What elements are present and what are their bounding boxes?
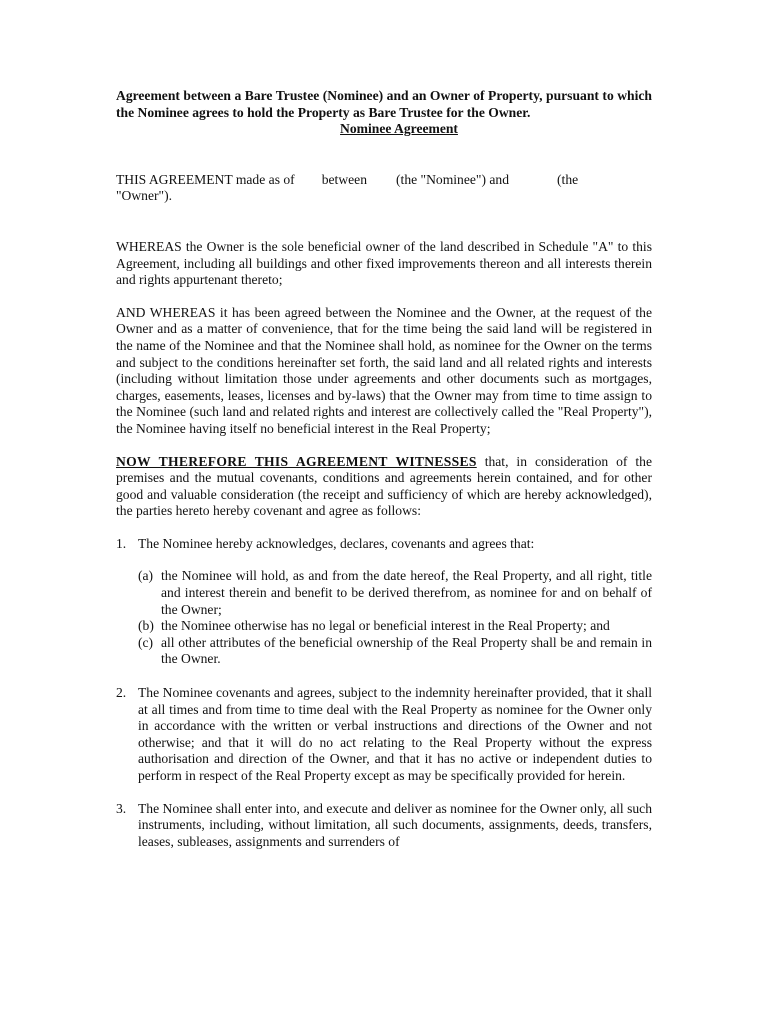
intro-part-3: (the "Nominee") and — [396, 171, 510, 187]
clause-item — [116, 685, 652, 785]
whereas-paragraph: WHEREAS the Owner is the sole beneficial owner of the land described in Schedule "A" to this Agreement, including all buildings and other fixed improvements thereon and all interests therein and rights appurtenant thereto; — [116, 238, 652, 288]
clause-item — [116, 801, 652, 851]
intro-paragraph — [116, 172, 652, 205]
clause-text: The Nominee hereby acknowledges, declares, covenants and agrees that: — [138, 535, 535, 551]
clause-item — [116, 536, 652, 668]
subclause-item — [138, 618, 652, 635]
clause-text: The Nominee shall enter into, and execute and deliver as nominee for the Owner only, all such instruments, including, without limitation, all such documents, assignments, deeds, transfers, leases, subleases, assignments and surrenders of — [138, 800, 652, 849]
and-whereas-paragraph: AND WHEREAS it has been agreed between the Nominee and the Owner, at the request of the Owner and as a matter of convenience, that for the time being the said land will be registered in the name of the Nominee and that the Nominee shall hold, as nominee for the Owner on the terms and subject to the conditions hereinafter set forth, the said land and all related rights and interests (including without limitation those under agreements and other documents such as mortgages, charges, easements, leases, licenses and by-laws) that the Owner may from time to time assign to the Nominee (such land and related rights and interest are collectively called the "Real Property"), the Nominee having itself no beneficial interest in the Real Property; — [116, 304, 652, 436]
subclause-number: (a) — [138, 568, 154, 584]
subclause-list — [138, 568, 652, 668]
document-heading: Agreement between a Bare Trustee (Nominee) and an Owner of Property, pursuant to which the Nominee agrees to hold the Property as Bare Trustee for the Owner. — [116, 88, 652, 120]
clause-number: 3. — [116, 800, 127, 816]
intro-part-5: "Owner"). — [116, 188, 173, 204]
now-therefore-paragraph — [116, 454, 652, 520]
clause-text: The Nominee covenants and agrees, subject to the indemnity hereinafter provided, that it shall at all times and from time to time deal with the Real Property as nominee for the Owner only in accordance with the written or verbal instructions and directions of the Owner and not otherwise; and that it will do no act relating to the Real Property without the express authorisation and direction of the Owner, and that it has no active or independent duties to perform in respect of the Real Property except as may be specifically provided for herein. — [138, 685, 652, 783]
subclause-number: (c) — [138, 634, 154, 650]
now-therefore-lead: NOW THEREFORE THIS AGREEMENT WITNESSES — [116, 453, 477, 469]
subclause-text: the Nominee will hold, as and from the date hereof, the Real Property, and all right, title and interest therein and benefit to be derived therefrom, as nominee for and on behalf of the Owner; — [161, 568, 652, 617]
subclause-item — [138, 568, 652, 618]
subclause-item — [138, 635, 652, 668]
subclause-text: all other attributes of the beneficial ownership of the Real Property shall be and remain in the Owner. — [161, 634, 652, 667]
clause-number: 2. — [116, 685, 127, 701]
intro-part-1: THIS AGREEMENT made as of — [116, 171, 295, 187]
now-therefore-rest: that, in consideration of the premises and the mutual covenants, conditions and agreements herein contained, and for other good and valuable consideration (the receipt and sufficiency of which are hereby acknowledged), the parties hereto hereby covenant and agree as follows: — [116, 453, 652, 519]
clause-number: 1. — [116, 535, 127, 551]
intro-line — [116, 172, 652, 189]
intro-part-2: between — [321, 171, 368, 187]
subclause-text: the Nominee otherwise has no legal or beneficial interest in the Real Property; and — [161, 618, 610, 634]
subclause-number: (b) — [138, 618, 154, 634]
document-title: Nominee Agreement — [340, 121, 458, 137]
document-page — [116, 88, 652, 866]
clause-list — [116, 536, 652, 851]
intro-part-4: (the — [557, 171, 579, 187]
